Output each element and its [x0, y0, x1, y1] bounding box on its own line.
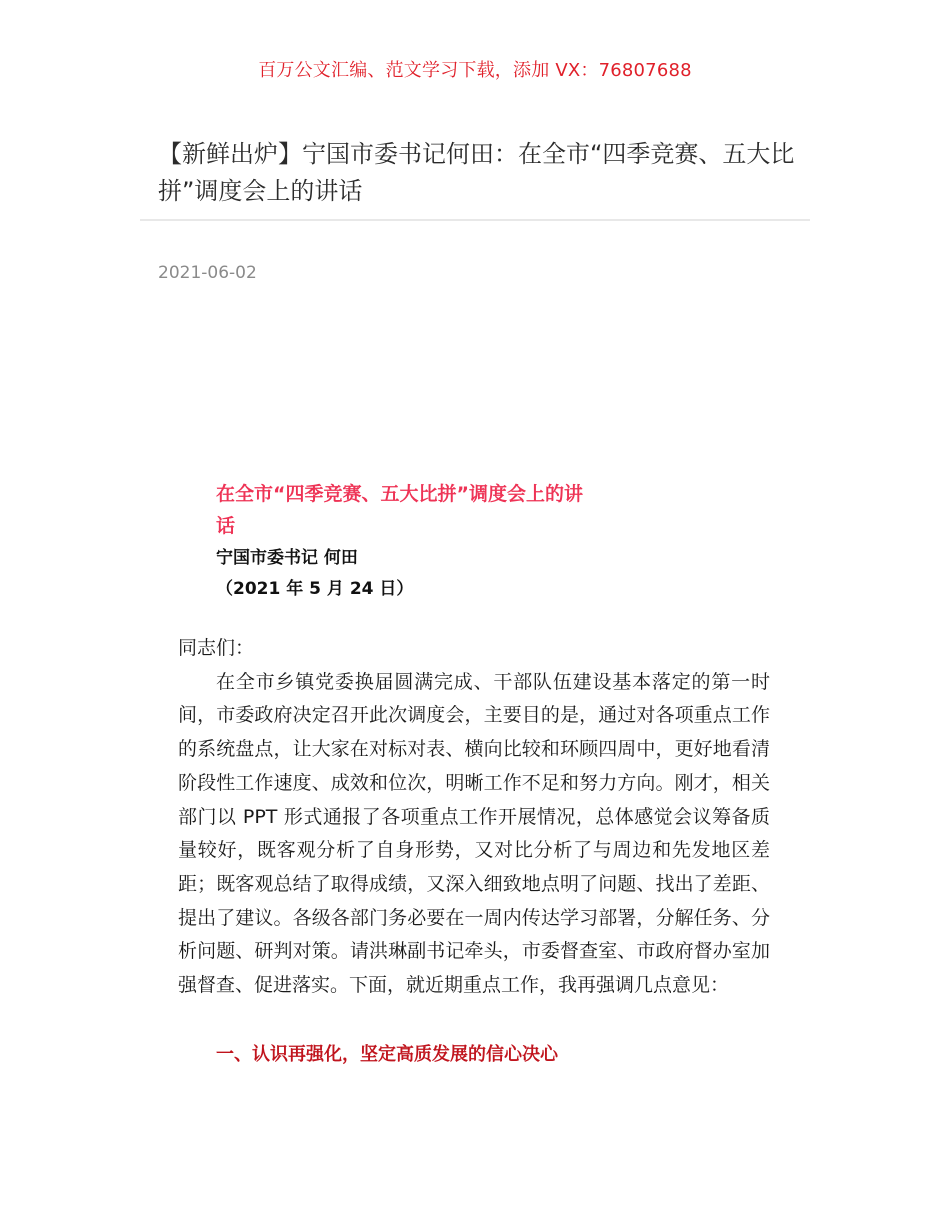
speech-title: 在全市“四季竞赛、五大比拼”调度会上的讲话: [216, 483, 583, 537]
body-paragraph: 在全市乡镇党委换届圆满完成、干部队伍建设基本落定的第一时间，市委政府决定召开此次调度会，主要目的是，通过对各项重点工作的系统盘点，让大家在对标对表、横向比较和环顾四周中，更好地看清阶段性工作速度、成效和位次，明晰工作不足和努力方向。刚才，相关部门以 PPT 形式通报了各项重点工作开展情况，总体感觉会议筹备质量较好，既客观分析了自身形势，又对比分析了与周边和先发地区差距；既客观总结了取得成绩，又深入细致地点明了问题、找出了差距、提出了建议。各级各部门务必要在一周内传达学习部署，分解任务、分析问题、研判对策。请洪琳副书记牵头，市委督查室、市政府督办室加强督查、促进落实。下面，就近期重点工作，我再强调几点意见：: [178, 670, 770, 997]
speech-body: [178, 632, 770, 1003]
publish-date: 2021-06-02: [158, 263, 257, 283]
section-heading-1: 一、认识再强化，坚定高质发展的信心决心: [216, 1044, 558, 1065]
promo-banner: 百万公文汇编、范文学习下载，添加 VX：76807688: [258, 60, 692, 81]
greeting: 同志们：: [178, 637, 255, 659]
title-divider: [140, 219, 810, 221]
speech-date: （2021 年 5 月 24 日）: [216, 579, 414, 599]
speaker-name: 宁国市委书记 何田: [216, 548, 358, 568]
article-title: 【新鲜出炉】宁国市委书记何田：在全市“四季竞赛、五大比拼”调度会上的讲话: [158, 140, 795, 205]
